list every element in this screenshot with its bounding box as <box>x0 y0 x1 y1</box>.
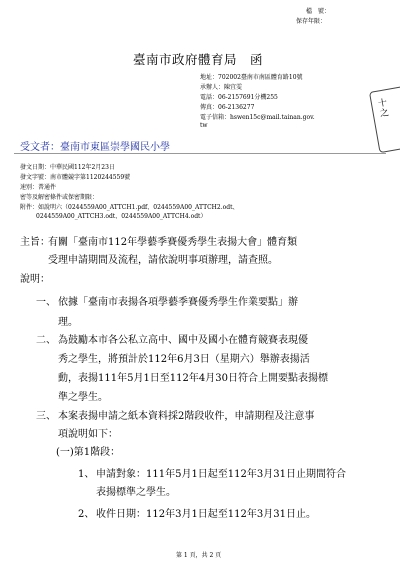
explanation-label: 說明： <box>20 274 50 285</box>
item-2-number: 二、 <box>36 335 56 346</box>
contact-email: 電子信箱：hswen15c@mail.tainan.gov. <box>200 114 315 121</box>
stamp-text: 十 之 <box>377 98 390 120</box>
stage-1-heading: (一)第1階段： <box>56 447 121 458</box>
contact-officer: 承辦人：陳宜雯 <box>200 84 243 91</box>
subitem-2-number: 2、 <box>78 509 95 520</box>
item-2-line-4: 準之學生。 <box>58 392 108 403</box>
subject-line-1: 有關「臺南市112年學藝季賽優秀學生表揚大會」體育類 <box>48 237 298 248</box>
speed-class: 速別：普通件 <box>20 184 57 191</box>
item-1-line-2: 理。 <box>58 317 78 328</box>
item-1-number: 一、 <box>36 297 56 308</box>
issue-date: 發文日期：中華民國112年2月23日 <box>20 164 115 171</box>
confidentiality: 密等及解密條件或保密期限： <box>20 194 99 201</box>
item-2-line-1: 為鼓勵本市各公私立高中、國中及國小在體育競賽表現優 <box>58 335 308 346</box>
subject-line-2: 受理申請期間及流程，請依說明事項辦理，請查照。 <box>48 255 278 266</box>
subitem-1-line-1: 申請對象：111年5月1日起至112年3月31日止期間符合 <box>96 469 346 480</box>
attachments-line-1: 附件：如說明六（0244559A00_ATTCH1.pdf、0244559A00_ATTCH2.odt、 <box>20 204 239 211</box>
item-3-number: 三、 <box>36 411 56 422</box>
file-number-label: 檔 號： <box>306 8 331 15</box>
divider <box>14 153 386 154</box>
recipient-line <box>20 138 170 153</box>
official-stamp <box>369 85 400 153</box>
document-title: 臺南市政府體育局 函 <box>133 52 264 67</box>
subitem-2-line-1: 收件日期：112年3月1日起至112年3月31日止。 <box>96 509 316 520</box>
document-number: 發文字號：南市體競字第1120244559號 <box>20 174 131 181</box>
contact-fax: 傳真：06-2136277 <box>200 104 255 111</box>
recipient-name: 臺南市東區崇學國民小學 <box>60 142 170 153</box>
page-footer: 第 1 頁，共 2 頁 <box>176 552 222 559</box>
subitem-1-number: 1、 <box>78 469 95 480</box>
item-3-line-2: 項說明如下： <box>58 429 118 440</box>
recipient-label: 受文者： <box>20 142 60 153</box>
subitem-1-line-2: 表揚標準之學生。 <box>96 487 176 498</box>
item-2-line-3: 動，表揚111年5月1日至112年4月30日符合上開要點表揚標 <box>58 373 328 384</box>
subject-label: 主旨： <box>20 237 50 248</box>
retention-label: 保存年限： <box>296 18 327 25</box>
contact-phone: 電話：06-2157691分機255 <box>200 94 278 101</box>
contact-email-cont: tw <box>200 122 208 129</box>
item-2-line-2: 秀之學生，將預計於112年6月3日（星期六）舉辦表揚活 <box>58 354 310 365</box>
contact-address: 地址：702002臺南市南區體育路10號 <box>200 74 303 81</box>
item-1-line-1: 依據「臺南市表揚各項學藝季賽優秀學生作業要點」辦 <box>58 297 298 308</box>
item-3-line-1: 本案表揚申請之紙本資料採2階段收件，申請期程及注意事 <box>58 411 315 422</box>
attachments-line-2: 0244559A00_ATTCH3.odt、0244559A00_ATTCH4.odt） <box>36 213 207 220</box>
